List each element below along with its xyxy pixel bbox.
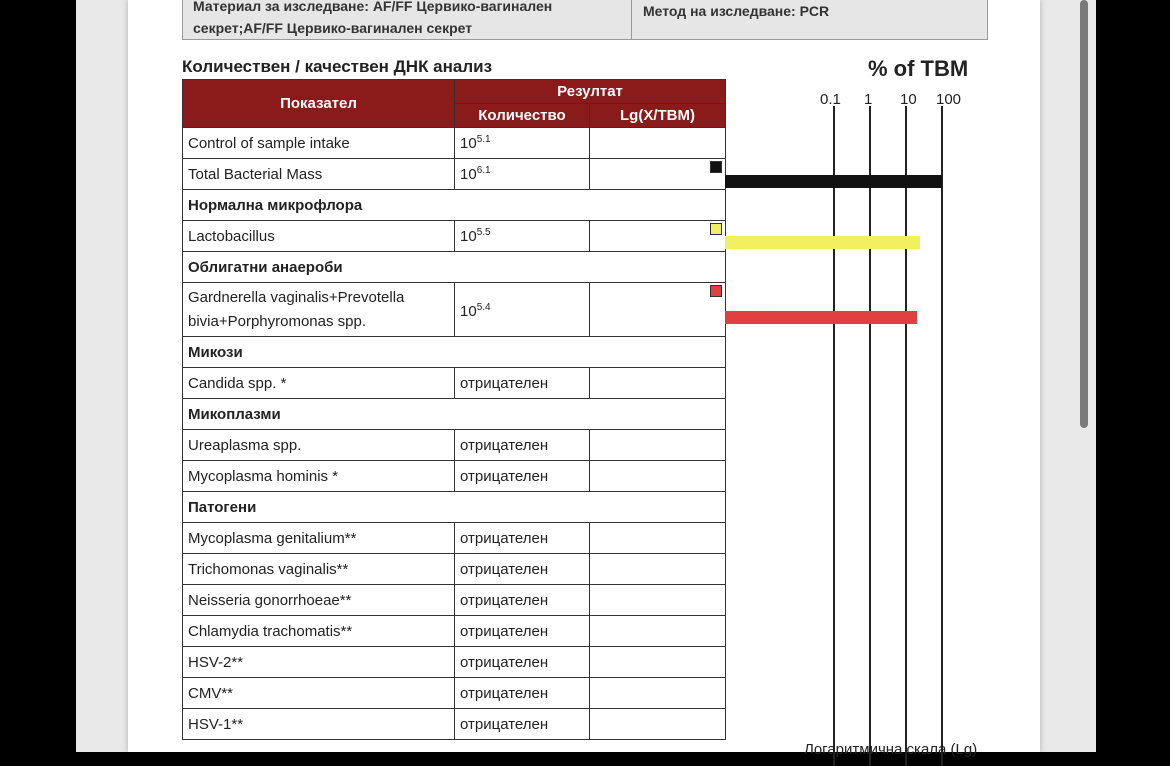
section-title: Количествен / качествен ДНК анализ <box>182 57 493 76</box>
header-indicator: Показател <box>183 80 455 128</box>
group-row <box>183 190 726 221</box>
indicator-name: CMV** <box>183 678 455 709</box>
group-label: Облигатни анаероби <box>183 252 726 283</box>
info-divider <box>631 0 632 39</box>
group-row <box>183 399 726 430</box>
quantity-value: отрицателен <box>455 709 590 740</box>
quantity-value: отрицателен <box>455 585 590 616</box>
lg-value <box>590 647 726 678</box>
table-row <box>183 430 726 461</box>
axis-gridline <box>833 106 835 766</box>
lg-value <box>590 159 726 190</box>
quantity-base: 10 <box>460 228 477 245</box>
legend-swatch <box>710 161 722 173</box>
group-label: Патогени <box>183 492 726 523</box>
group-label: Микоплазми <box>183 399 726 430</box>
indicator-name-line-2: bivia+Porphyromonas spp. <box>188 312 367 330</box>
table-row <box>183 585 726 616</box>
indicator-name: Candida spp. * <box>183 368 455 399</box>
legend-swatch <box>710 223 722 235</box>
lg-value <box>590 128 726 159</box>
lg-value <box>590 283 726 337</box>
group-label: Микози <box>183 337 726 368</box>
indicator-name: Neisseria gonorrhoeae** <box>183 585 455 616</box>
quantity-exponent: 5.5 <box>476 227 491 238</box>
tick-label: 1 <box>864 91 873 108</box>
tbm-bar <box>725 175 942 188</box>
quantity-value <box>455 221 590 252</box>
tbm-bar <box>725 311 917 324</box>
table-row <box>183 221 726 252</box>
sample-material-line-2: секрет;AF/FF Цервико-вагинален секрет <box>193 20 473 36</box>
table-row <box>183 523 726 554</box>
quantity-value <box>455 283 590 337</box>
quantity-exponent: 5.1 <box>476 134 491 145</box>
quantity-value: отрицателен <box>455 554 590 585</box>
table-row <box>183 709 726 740</box>
tick-label: 0.1 <box>820 91 841 108</box>
table-row <box>183 616 726 647</box>
right-black-gutter <box>1096 0 1170 752</box>
lg-value <box>590 678 726 709</box>
lg-value <box>590 554 726 585</box>
chart-title: % of TBM <box>868 56 969 81</box>
tbm-bar <box>725 236 920 249</box>
legend-swatch <box>710 285 722 297</box>
indicator-name: Mycoplasma genitalium** <box>183 523 455 554</box>
table-row <box>183 554 726 585</box>
header-quantity: Количество <box>455 104 590 128</box>
table-row <box>183 461 726 492</box>
indicator-name: Trichomonas vaginalis** <box>183 554 455 585</box>
quantity-value: отрицателен <box>455 678 590 709</box>
quantity-value <box>455 128 590 159</box>
table-row <box>183 368 726 399</box>
axis-gridline <box>905 106 907 766</box>
lg-value <box>590 616 726 647</box>
quantity-exponent: 5.4 <box>476 301 491 313</box>
axis-gridline <box>869 106 871 766</box>
quantity-exponent: 6.1 <box>476 165 491 176</box>
chart-scale-caption: Логаритмична скала (Lg) <box>804 741 978 758</box>
indicator-name: HSV-2** <box>183 647 455 678</box>
table-row <box>183 283 726 337</box>
indicator-name: Total Bacterial Mass <box>183 159 455 190</box>
quantity-value: отрицателен <box>455 523 590 554</box>
indicator-name: Ureaplasma spp. <box>183 430 455 461</box>
indicator-name: HSV-1** <box>183 709 455 740</box>
test-method: Метод на изследване: PCR <box>643 3 830 19</box>
lg-value <box>590 585 726 616</box>
header-lg: Lg(X/TBM) <box>590 104 726 128</box>
indicator-name-line-1: Gardnerella vaginalis+Prevotella <box>188 288 405 306</box>
quantity-value: отрицателен <box>455 616 590 647</box>
quantity-value <box>455 159 590 190</box>
tick-label: 10 <box>900 91 917 108</box>
quantity-value: отрицателен <box>455 647 590 678</box>
table-row <box>183 128 726 159</box>
quantity-base: 10 <box>460 302 477 320</box>
lg-value <box>590 368 726 399</box>
table-row <box>183 678 726 709</box>
results-table <box>182 79 726 740</box>
tick-label: 100 <box>936 91 962 108</box>
lg-value <box>590 461 726 492</box>
vertical-scrollbar[interactable] <box>1080 0 1088 428</box>
document-page <box>128 0 1040 758</box>
lg-value <box>590 709 726 740</box>
group-label: Нормална микрофлора <box>183 190 726 221</box>
header-result: Резултат <box>455 80 726 104</box>
left-black-gutter <box>0 0 76 752</box>
lg-value <box>590 221 726 252</box>
axis-gridline <box>941 106 943 766</box>
group-row <box>183 252 726 283</box>
table-row <box>183 159 726 190</box>
quantity-value: отрицателен <box>455 430 590 461</box>
lg-value <box>590 430 726 461</box>
indicator-name: Control of sample intake <box>183 128 455 159</box>
indicator-name: Chlamydia trachomatis** <box>183 616 455 647</box>
indicator-name: Mycoplasma hominis * <box>183 461 455 492</box>
group-row <box>183 337 726 368</box>
results-body <box>183 128 726 740</box>
quantity-base: 10 <box>460 166 477 183</box>
quantity-value: отрицателен <box>455 368 590 399</box>
indicator-name: Lactobacillus <box>183 221 455 252</box>
sample-info-box <box>182 0 988 40</box>
group-row <box>183 492 726 523</box>
lg-value <box>590 523 726 554</box>
sample-material <box>193 0 552 39</box>
indicator-name <box>183 283 455 337</box>
quantity-base: 10 <box>460 135 477 152</box>
sample-material-line-1: Материал за изследване: AF/FF Цервико-вагинален <box>193 0 553 14</box>
quantity-value: отрицателен <box>455 461 590 492</box>
table-row <box>183 647 726 678</box>
